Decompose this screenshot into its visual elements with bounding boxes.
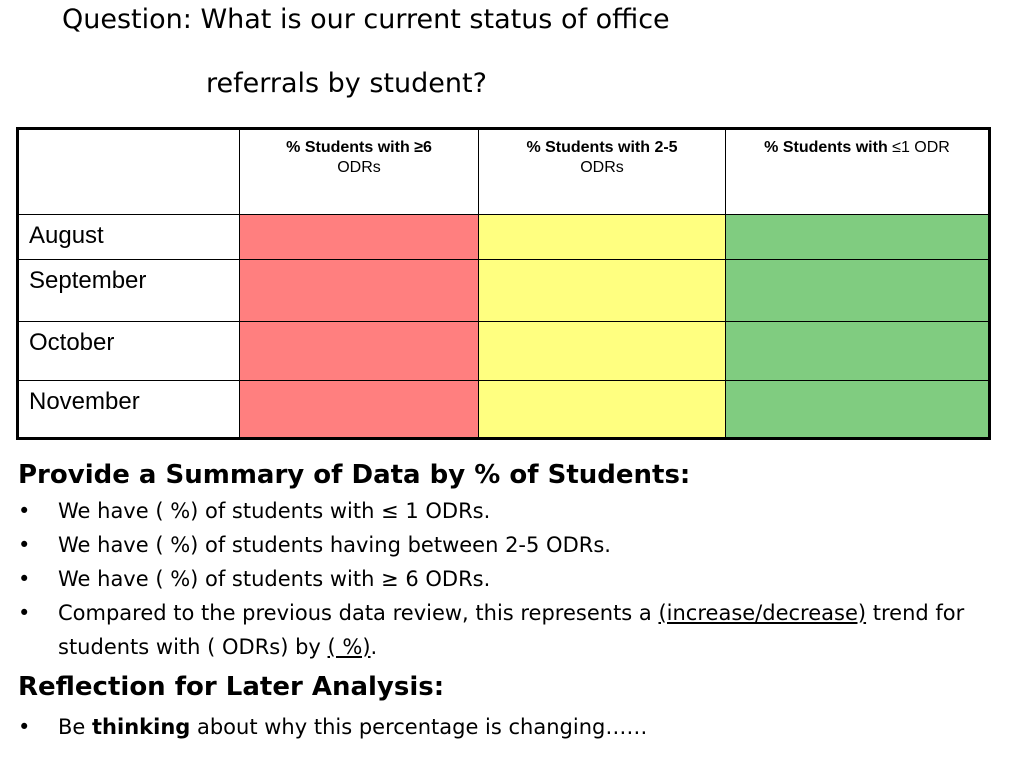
corner-cell xyxy=(18,129,240,215)
month-label: November xyxy=(18,381,240,439)
trend-blank: (increase/decrease) xyxy=(658,601,867,625)
table-header-row xyxy=(18,129,990,215)
page-title-line-1: Question: What is our current status of office xyxy=(62,4,670,35)
table-row xyxy=(18,215,990,260)
reflection-list xyxy=(18,710,1018,744)
high-odr-cell xyxy=(240,215,479,260)
table-row xyxy=(18,381,990,439)
mid-odr-cell xyxy=(479,322,726,381)
page-title-line-2: referrals by student? xyxy=(206,68,487,99)
high-odr-cell xyxy=(240,322,479,381)
mid-odr-cell xyxy=(479,381,726,439)
header-2-5-odrs: % Students with 2-5 ODRs xyxy=(479,129,726,215)
summary-list xyxy=(18,494,1018,664)
table-row xyxy=(18,260,990,322)
low-odr-cell xyxy=(726,215,990,260)
summary-heading: Provide a Summary of Data by % of Students: xyxy=(18,460,691,490)
reflection-heading: Reflection for Later Analysis: xyxy=(18,672,445,702)
month-label: September xyxy=(18,260,240,322)
list-item-compare: • Compared to the previous data review, this represents a (increase/decrease) trend for students with ( ODRs) by ( %). xyxy=(18,596,1018,664)
mid-odr-cell xyxy=(479,215,726,260)
list-item: • We have ( %) of students with ≤ 1 ODRs. xyxy=(18,494,1018,528)
list-item: • We have ( %) of students having between 2-5 ODRs. xyxy=(18,528,1018,562)
header-1-or-less-odr: % Students with ≤1 ODR xyxy=(726,129,990,215)
header-6plus-odrs: % Students with ≥6 ODRs xyxy=(240,129,479,215)
summary-section xyxy=(18,456,1018,744)
mid-odr-cell xyxy=(479,260,726,322)
month-label: August xyxy=(18,215,240,260)
list-item: • We have ( %) of students with ≥ 6 ODRs. xyxy=(18,562,1018,596)
odr-status-table xyxy=(16,127,991,440)
low-odr-cell xyxy=(726,260,990,322)
low-odr-cell xyxy=(726,381,990,439)
high-odr-cell xyxy=(240,381,479,439)
low-odr-cell xyxy=(726,322,990,381)
high-odr-cell xyxy=(240,260,479,322)
percent-blank: ( %) xyxy=(327,635,371,659)
month-label: October xyxy=(18,322,240,381)
table-row xyxy=(18,322,990,381)
list-item: • Be thinking about why this percentage is changing…… xyxy=(18,710,1018,744)
